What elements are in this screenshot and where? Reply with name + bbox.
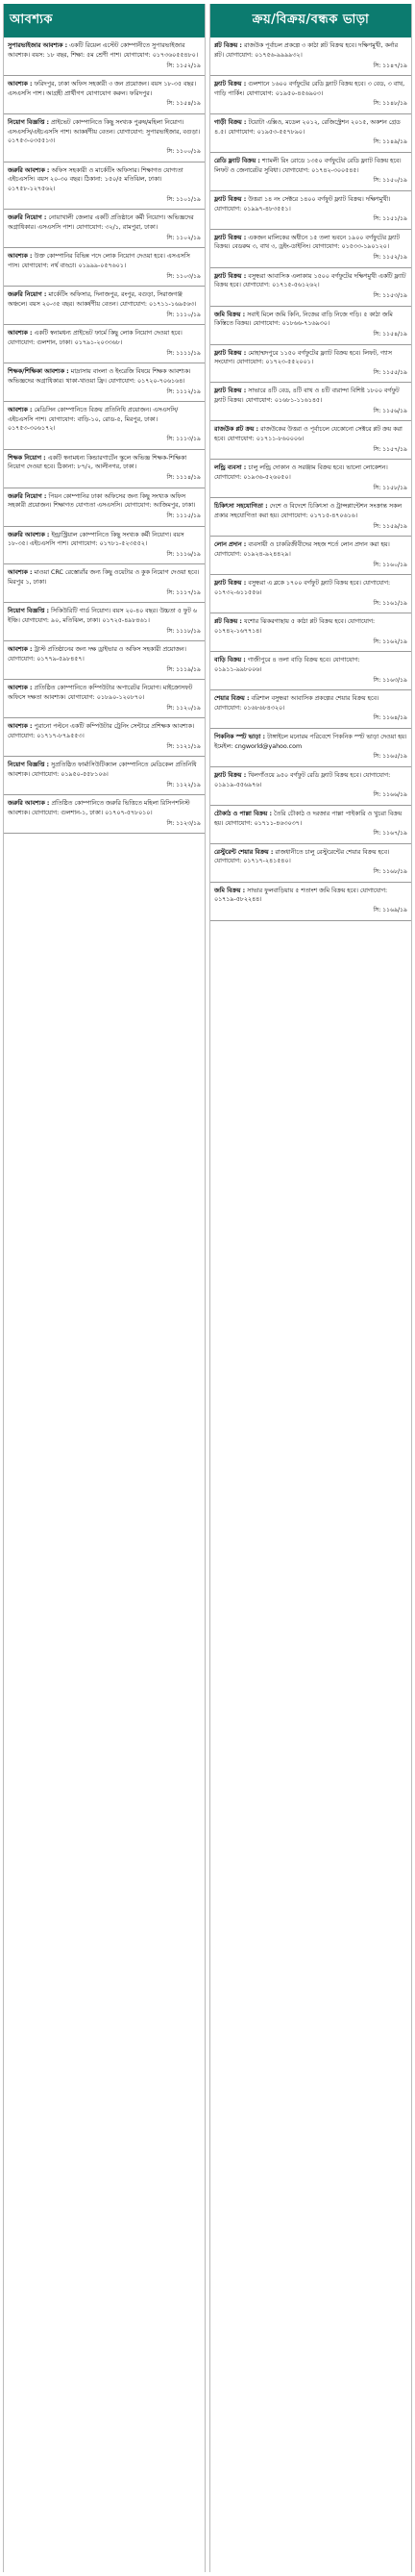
ad-body: ট্রাস্ট প্রতিষ্ঠানের জন্য দক্ষ ড্রাইভার ও অফিস সহকারী প্রয়োজন। যোগাযোগ: ০১৭৭৯-৫৯৮৪৫৭। <box>8 646 186 663</box>
ad-heading: পিকনিক স্পট ভাড়া : <box>214 733 266 740</box>
classified-ad <box>4 114 205 163</box>
ad-heading: জমি বিক্রয় : <box>214 887 246 894</box>
classified-ad <box>4 287 205 325</box>
ad-heading: গাড়ী বিক্রয় : <box>214 118 247 126</box>
classified-ad <box>210 844 411 883</box>
ad-body: রাজধানীতে চালু রেস্টুরেন্টের শেয়ার বিক্রয় হবে। যোগাযোগ: ০১৭১৭-২৪১৫৪০। <box>214 848 390 865</box>
ad-heading: জরুরি নিয়োগ : <box>8 492 47 500</box>
ad-body: অফিস সহকারী ও মার্কেটিং অফিসার। শিক্ষাগত যোগ্যতা এইচএসসি। বয়স ২০-৩০ বছর। ঠিকানা: ১৫০/৫ মতিঝিল, ঢাকা। ০১৭৫৮-১২৭৫৬২। <box>8 166 183 193</box>
ad-body: ইন্ড্রাস্ট্রিয়াল কোম্পানিতে কিছু সংখ্যক কর্মী নিয়োগ। বয়স ১৮-৩৫। এইচএসসি পাশ। যোগাযোগ: ০১৭৮১-৫২৩৫৫২। <box>8 531 184 548</box>
classified-ad <box>210 613 411 652</box>
ad-code: সি: ১১৫৭/১৯ <box>373 445 407 453</box>
ad-heading: আবশ্যক : <box>8 80 33 88</box>
ad-heading: ফ্ল্যাট বিক্রয় : <box>214 349 247 357</box>
ad-body: বসুন্ধরা এ ব্লকে ১৭০০ বর্গফুট ফ্ল্যাট বিক্রয় হবে। যোগাযোগ: ০১৭৩২-৬১১৫৫৬। <box>214 580 391 596</box>
ad-body: খিলগাঁওয়ে ৯৫০ বর্গফুট রেডি ফ্ল্যাট বিক্রয় হবে। যোগাযোগ: ০১৯১৯-৫৫৬৯৭৬। <box>214 771 391 788</box>
ad-code: সি: ১১৫৪/১৯ <box>166 100 201 108</box>
ad-code: সি: ১১৫৩/১৯ <box>373 292 407 300</box>
ad-code: সি: ১১৫১/১৯ <box>373 215 407 223</box>
ad-code: সি: ১১১৪/১৯ <box>166 474 201 482</box>
ad-body: একজন মালিকের অধীনে ১৫ তলা ভবনে ১৯০০ বর্গফুটের ফ্ল্যাট বিক্রয়। বেডরুম ৩, বাথ ৩, ড্রইং-ডাইনিং। যোগাযোগ: ০১৫৩৩-১৯০১২০। <box>214 234 401 251</box>
classified-ad <box>4 76 205 114</box>
ad-body: দেশে ও বিদেশে চিকিৎসা ও ট্রান্সপ্লান্টেশন সংক্রান্ত সকল প্রকার সহযোগিতা করা হয়। যোগাযোগ: ০১৭১৫-৪৭০৬১৬। <box>214 503 403 519</box>
ad-heading: নিয়োগ বিজ্ঞপ্তি : <box>8 118 49 126</box>
ad-body: যশোর ঝিকরগাছায় ৫ কাঠা প্লট বিক্রয় হবে। যোগাযোগ: ০১৭৪২-১৬৭৭১৪। <box>214 618 376 635</box>
right-ad-list <box>210 38 411 921</box>
ad-code: সি: ১১২৩/১৯ <box>166 819 201 827</box>
ad-code: সি: ১১১৫/১৯ <box>166 513 201 520</box>
ad-body: একটি স্বনামধন্য প্রাইভেট ফার্মে কিছু লোক নিয়োগ দেওয়া হবে। যোগাযোগ: গুলশান, ঢাকা। ০১৭৯১-২০৩৩৬৮। <box>8 330 183 346</box>
classified-ad <box>4 163 205 211</box>
ad-code: সি: ১১৬৩/১৯ <box>373 676 407 684</box>
ad-body: মাওয়া CRC রেস্তোরাঁর জন্য কিছু ওয়েটার ও কুক নিয়োগ দেওয়া হবে। মিরপুর ১, ঢাকা। <box>8 569 200 587</box>
ad-code: সি: ১১৫৪/১৯ <box>373 331 407 338</box>
classified-ad <box>210 575 411 613</box>
classified-ad <box>210 421 411 460</box>
ad-body: নোয়াখালী জেলার একটি প্রতিষ্ঠানে কর্মী নিয়োগ। অভিজ্ঞদের অগ্রাধিকার। এসএসসি পাশ। যোগাযোগ: ৩২/১, রামপুরা, ঢাকা। <box>8 214 194 231</box>
ad-code: সি: ১১১৮/১৯ <box>166 627 201 635</box>
ad-body: সুপ্রতিষ্ঠিত ফার্মাসিউটিক্যাল কোম্পানিতে মেডিকেল প্রতিনিধি আবশ্যক। যোগাযোগ: ০১৯৫০-৫৫৮১০৬। <box>8 762 197 778</box>
ad-heading: নিয়োগ বিজ্ঞপ্তি : <box>8 608 49 615</box>
ad-body: একটি রিয়েল এস্টেট কোম্পানীতে সুপারভাইজার আবশ্যক। বয়স: ১৮ বছর, শিক্ষা: ৫ম শ্রেণী পাশ। যোগাযোগ: ০১৭৩৬০৫৫৪৮০। <box>8 42 198 59</box>
ad-heading: জরুরি নিয়োগ : <box>8 214 47 222</box>
classified-ad <box>210 806 411 844</box>
ad-code: সি: ১১৫২/১৯ <box>373 254 407 262</box>
ad-body: একটি স্বনামধন্য কিন্ডারগার্টেন স্কুলে অভিজ্ঞ শিক্ষক-শিক্ষিকা নিয়োগ দেওয়া হবে। ঠিকানা: ৮৭/২, আলীনগর, ঢাকা। <box>8 454 187 471</box>
ad-heading: প্লট বিক্রয় : <box>214 42 242 49</box>
ad-heading: ফ্ল্যাট বিক্রয় : <box>214 388 247 395</box>
ad-body: টাঙ্গাইলে মনোরম পরিবেশে পিকনিক স্পট ভাড়া দেওয়া হয়। ইমেইল: cngworld@yahoo.com <box>214 733 407 750</box>
classified-ad <box>4 641 205 680</box>
classified-ad <box>4 402 205 450</box>
ad-code: সি: ১১১২/১৯ <box>166 388 201 395</box>
classified-ad <box>210 537 411 575</box>
classified-ad <box>4 450 205 488</box>
ad-code: সি: ১১৬৮/১৯ <box>373 868 407 876</box>
classified-ad <box>210 652 411 690</box>
classified-ad <box>210 767 411 806</box>
ad-heading: ফ্ল্যাট বিক্রয় : <box>214 580 247 588</box>
ad-heading: আবশ্যক : <box>8 569 33 577</box>
classified-ad <box>4 325 205 363</box>
ad-body: ব্যবসায়ী ও চাকরিজীবীদের সহজ শর্তে লোন প্রদান করা হয়। যোগাযোগ: ০১৯২৪-৯২৪৪২৯। <box>214 541 390 558</box>
ad-code: সি: ১১২১/১৯ <box>166 742 201 750</box>
ad-heading: ফ্ল্যাট বিক্রয় : <box>214 234 247 241</box>
ad-code: সি: ১১১৭/১৯ <box>166 588 201 596</box>
section-header-sale-rent: ক্রয়/বিক্রয়/বন্ধক ভাড়া <box>210 4 411 38</box>
ad-code: সি: ১১১৬/১৯ <box>166 551 201 558</box>
ad-body: মাদ্রাসায় বাংলা ও ইংরেজি বিষয়ে শিক্ষক আবশ্যক। অভিজ্ঞদের অগ্রাধিকার। থাকা-খাওয়া ফ্রি। যোগাযোগ: ০১৭২০-৭০৬১৬৪। <box>8 368 191 385</box>
ad-code: সি: ১১০২/১৯ <box>166 234 201 241</box>
classified-ad <box>210 114 411 153</box>
ad-heading: জরুরি নিয়োগ : <box>8 291 47 299</box>
classified-ad <box>4 363 205 402</box>
ad-code: সি: ১১০০/১৯ <box>166 148 201 156</box>
ad-heading: আবশ্যক : <box>8 646 33 654</box>
ad-body: সাভার ফুলবাড়িয়ায় ৫ শতাংশ জমি বিক্রয় হবে। যোগাযোগ: ০১৭১৯-৫৮২২৪৪। <box>214 887 388 904</box>
ad-code: সি: ১১৫৮/১৯ <box>373 484 407 491</box>
classified-ad <box>4 564 205 603</box>
classified-ad <box>4 488 205 527</box>
ad-code: সি: ১১৬৯/১৯ <box>373 907 407 914</box>
ad-code: সি: ১১৫২/১৯ <box>166 62 201 69</box>
left-column <box>3 4 206 2572</box>
ad-heading: আবশ্যক : <box>8 330 33 338</box>
ad-heading: শিক্ষক নিয়োগ : <box>8 454 46 462</box>
classified-ad <box>4 757 205 795</box>
ad-body: পুরানো পল্টনে একটি কম্পিউটার ট্রেনিং সেন্টারে প্রশিক্ষক আবশ্যক। যোগাযোগ: ০১৭১৭-৮৭৯৫৫৩। <box>8 723 195 739</box>
ad-heading: লোন প্রদান : <box>214 541 247 549</box>
ad-heading: রেস্টুরেন্ট শেয়ার বিক্রয় : <box>214 848 274 856</box>
ad-code: সি: ১১৬৪/১৯ <box>373 714 407 722</box>
section-header-wanted: আবশ্যক <box>4 4 205 38</box>
classified-ad <box>4 210 205 248</box>
ad-heading: লন্ড্রি ব্যবসা : <box>214 464 247 472</box>
classified-ad <box>210 153 411 191</box>
ad-heading: শিক্ষক/শিক্ষিকা আবশ্যক : <box>8 368 69 375</box>
classified-ad <box>4 795 205 834</box>
ad-code: সি: ১১১০/১৯ <box>166 311 201 318</box>
ad-body: রাজউক পূর্বাচল প্রকল্পে ৩ কাঠা প্লট বিক্রয় হবে। দক্ষিণমুখী, কর্নার প্লট। যোগাযোগ: ০১৭৫৬-৯৯৯৯৩২। <box>214 42 399 59</box>
ad-heading: শেয়ার বিক্রয় : <box>214 694 250 702</box>
ad-code: সি: ১১৬৫/১৯ <box>373 753 407 761</box>
ad-heading: জরুরি আবশ্যক : <box>8 800 50 808</box>
classified-ad <box>210 307 411 345</box>
classified-ad <box>210 883 411 921</box>
ad-body: সবাই মিলে জমি কিনি, নিজের বাড়ি নিজে গড়ি। ৫ কাঠা জমি কিস্তিতে বিক্রয়। যোগাযোগ: ০১৮৬৬-৭১৬৯৩০। <box>214 311 393 328</box>
ad-body: গুলশানে ১৬০০ বর্গফুটের রেডি ফ্ল্যাট বিক্রয় হবে। ৩ বেড, ৩ বাথ, গাড়ি পার্কিং। যোগাযোগ: ০১৯৫০-৪৫৬৯০৩। <box>214 80 405 97</box>
classified-ad <box>210 268 411 307</box>
ad-body: গাজীপুরে ৪ তলা বাড়ি বিক্রয় হবে। যোগাযোগ: ০১৯১১-৯৯৮০০৬। <box>214 657 360 673</box>
ad-heading: আবশ্যক : <box>8 685 33 692</box>
ad-body: চালু লন্ড্রি দোকান ও সরঞ্জাম বিক্রয় হবে। ভালো লোকেশন। যোগাযোগ: ০১৯৩৬-৫২৬০৫০। <box>214 464 388 482</box>
ad-body: রাজউকের উত্তরা ও পূর্বাচলে যেকোনো সেক্টরে প্লট ক্রয় করা হবে। যোগাযোগ: ০১৭১১-৮৬০০০৬। <box>214 426 403 443</box>
ad-code: সি: ১১৪৭/১৯ <box>373 62 407 69</box>
classified-ad <box>210 383 411 421</box>
ad-body: প্রতিষ্ঠিত কোম্পানিতে কম্পিউটার অপারেটর নিয়োগ। মাইক্রোসফট অফিসে দক্ষতা আবশ্যক। যোগাযোগ: ০১৮৯০-১২০৮৭০। <box>8 685 193 701</box>
ad-body: ফরিদপুর, ঢাকা অফিস সহকারী ৩ জন প্রয়োজন। বয়স ১৮-৩৫ বছর। এসএসসি পাশ। আগ্রহী প্রার্থীগণ যোগাযোগ করুন। ফরিদপুর। <box>8 80 197 97</box>
ad-body: প্রতিষ্ঠিত কোম্পানিতে জরুরি ভিত্তিতে মহিলা রিসিপশনিস্ট আবশ্যক। যোগাযোগ: গুলশান-১, ঢাকা। ০১৭০৭-৫৭৮০১০। <box>8 800 190 816</box>
ad-code: সি: ১১০৩/১৯ <box>166 272 201 280</box>
ad-body: উক্ত কোম্পানির বিভিন্ন পদে লোক নিয়োগ দেওয়া হবে। এসএসসি পাস। যোগাযোগ: নর্থ বাড্ডা। ০১৯৯৯-০৫৭৬০১। <box>8 253 190 269</box>
ad-heading: চৌকাঠ ও পাল্লা বিক্রয় : <box>214 810 272 817</box>
ad-body: টয়োটা এক্সিও, মডেল ২০১২, রেজিস্ট্রেশন ২০১৫, অকশন গ্রেড ৪.৫। যোগাযোগ: ০১৯৫৩-৫৫৭৮৯০। <box>214 118 401 136</box>
classified-ad <box>4 603 205 641</box>
ad-code: সি: ১১৬৬/১৯ <box>373 791 407 799</box>
classified-ad <box>210 345 411 384</box>
ad-body: উত্তরা ১৪ নং সেক্টরে ১৪০০ বর্গফুট ফ্ল্যাট বিক্রয়। দক্ষিণমুখী। যোগাযোগ: ০১৯৯৭-৪৮৩৫৫১। <box>214 195 391 213</box>
ad-code: সি: ১১২০/১৯ <box>166 704 201 712</box>
ad-code: সি: ১১১১/১৯ <box>166 349 201 357</box>
right-column <box>209 4 412 2572</box>
ad-body: বরিশাল বসুন্ধরা আবাসিক প্রকল্পের শেয়ার বিক্রয় হবে। যোগাযোগ: ০১৬৮৬৮৪৩২০। <box>214 694 379 712</box>
ad-heading: বাড়ি বিক্রয় : <box>214 657 246 663</box>
ad-body: শ্যামলী রিং রোডে ১৩৫০ বর্গফুটের রেডি ফ্ল্যাট বিক্রয় হবে। লিফট ও জেনারেটর সুবিধা। যোগাযোগ: ০১৭৪২-৩০০৫৪৫। <box>214 157 402 174</box>
ad-heading: ফ্ল্যাট বিক্রয় : <box>214 771 247 779</box>
ad-code: সি: ১১৪৮/১৯ <box>373 100 407 108</box>
classified-ad <box>210 690 411 729</box>
left-ad-list <box>4 38 205 834</box>
ad-heading: প্লট বিক্রয় : <box>214 618 242 626</box>
classified-ad <box>210 230 411 268</box>
ad-code: সি: ১১৬২/১৯ <box>373 638 407 645</box>
ad-body: সাভারে ৪টি বেড, ৪টি বাথ ও ৪টি বারান্দা বিশিষ্ট ১৮০০ বর্গফুট ফ্ল্যাট বিক্রয়। যোগাযোগ: ০১৬৮১-১১৬১৪৫। <box>214 388 400 405</box>
ad-code: সি: ১১৫০/১৯ <box>373 177 407 185</box>
ad-body: মেডিসিন কোম্পানিতে বিক্রয় প্রতিনিধি প্রয়োজন। এসএসসি/এইচএসসি পাশ। যোগাযোগ: বাড়ি-১০, রোড-৫, মিরপুর, ঢাকা। ০১৭৫৩-৩০৬১৭২। <box>8 406 179 433</box>
ad-code: সি: ১১৬০/১৯ <box>373 561 407 568</box>
ad-heading: নিয়োগ বিজ্ঞপ্তি : <box>8 762 49 769</box>
classified-ad <box>4 527 205 565</box>
ad-heading: জরুরি আবশ্যক : <box>8 531 50 538</box>
ad-code: সি: ১১১৩/১৯ <box>166 436 201 443</box>
ad-code: সি: ১১৫৬/১৯ <box>373 407 407 414</box>
classified-ad <box>210 38 411 76</box>
ad-heading: ফ্ল্যাট বিক্রয় : <box>214 272 247 280</box>
ad-heading: ফ্ল্যাট বিক্রয় : <box>214 80 247 88</box>
classified-ad <box>4 718 205 757</box>
ad-heading: জমি বিক্রয় : <box>214 311 246 318</box>
ad-heading: আবশ্যক : <box>8 723 33 731</box>
ad-code: সি: ১১০১/১৯ <box>166 195 201 203</box>
classified-ad <box>210 191 411 230</box>
ad-code: সি: ১১১৯/১৯ <box>166 665 201 673</box>
ad-code: সি: ১১৬৭/১৯ <box>373 830 407 838</box>
ad-code: সি: ১১৬১/১৯ <box>373 599 407 607</box>
ad-heading: আবশ্যক : <box>8 253 33 261</box>
ad-heading: আবশ্যক : <box>8 406 33 413</box>
ad-body: সিকিউরিটি গার্ড নিয়োগ। বয়স ২০-৪০ বছর। উচ্চতা ৫ ফুট ৬ ইঞ্চি। যোগাযোগ: ৯০, মতিঝিল, ঢাকা। ০১৭২৫-৪৯৮৪৬১। <box>8 608 197 625</box>
ad-body: মার্কেটিং অফিসার, দিনাজপুর, রংপুর, বগুড়া, সিরাজগঞ্জ অঞ্চলে। বয়স ২০-৩৫ বছর। আকর্ষণীয় বেতন। যোগাযোগ: ০১৭১১-১৬৯৫৬৩। <box>8 291 197 308</box>
classified-ad <box>4 38 205 76</box>
ad-body: প্রাইভেট কোম্পানিতে কিছু সংখ্যক পুরুষ/মহিলা নিয়োগ। এসএসসি/এইচএসসি পাশ। আকর্ষণীয় বেতন। যোগাযোগ: সুপারভাইজার, বগুড়া। ০১৭৫৩-০৩৫৫১৩। <box>8 118 201 145</box>
ad-body: বসুন্ধরা আবাসিক এলাকায় ১৫০০ বর্গফুটের দক্ষিণমুখী একটি ফ্ল্যাট বিক্রয় হবে। যোগাযোগ: ০১৭১৫-৫৬১২৬২। <box>214 272 406 289</box>
ad-code: সি: ১১৫৫/১৯ <box>373 369 407 376</box>
ad-heading: রেডি ফ্ল্যাট বিক্রয় : <box>214 157 260 164</box>
ad-code: সি: ১১২২/১৯ <box>166 781 201 788</box>
classified-ad <box>4 680 205 718</box>
classified-ad <box>4 248 205 287</box>
classified-ad <box>210 729 411 767</box>
classified-ad <box>210 460 411 498</box>
classified-ad <box>210 498 411 537</box>
classified-ad <box>210 76 411 114</box>
ad-heading: ফ্ল্যাট বিক্রয় : <box>214 195 247 203</box>
ad-heading: চিকিৎসা সহযোগিতা : <box>214 503 268 511</box>
ad-code: সি: ১১৫৯/১৯ <box>373 522 407 530</box>
ad-heading: রাজউক প্লট ক্রয় : <box>214 426 259 434</box>
ad-body: মোহাম্মদপুরে ১১৫০ বর্গফুটের ফ্ল্যাট বিক্রয় হবে। লিফট, গ্যাস সংযোগ। যোগাযোগ: ০১৭২৩-৫৫২০০১। <box>214 349 392 366</box>
ad-body: তৈরি চৌকাঠ ও দরজার পাল্লা পাইকারি ও খুচরা বিক্রয় হয়। যোগাযোগ: ০১৭১১-৪৬৩০৩৭। <box>214 810 403 827</box>
ad-heading: সুপারভাইজার আবশ্যক : <box>8 42 68 49</box>
ad-body: পিয়ন কোম্পানির ঢাকা অফিসের জন্য কিছু সংখ্যক অফিস সহকারী প্রয়োজন। শিক্ষাগত যোগ্যতা এসএসসি। যোগাযোগ: আজিমপুর, ঢাকা। <box>8 492 196 510</box>
ad-code: সি: ১১৪৯/১৯ <box>373 138 407 146</box>
ad-heading: জরুরি আবশ্যক : <box>8 166 50 174</box>
